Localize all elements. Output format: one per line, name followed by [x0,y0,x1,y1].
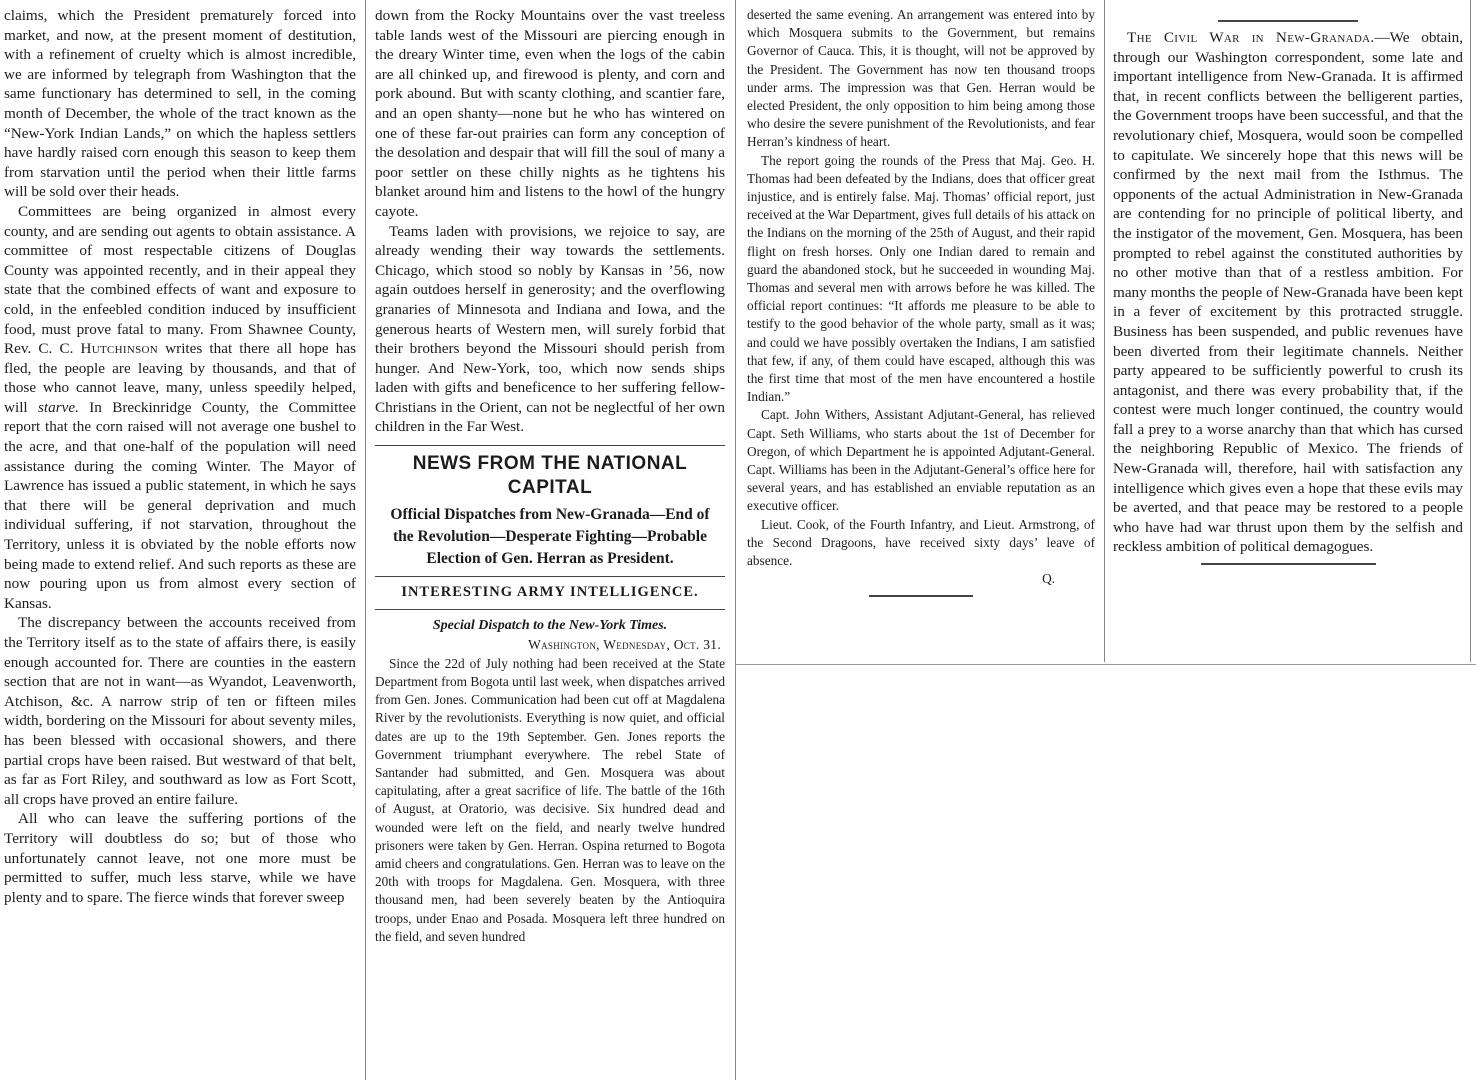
col1-p2-name: Hutchinson [80,340,159,358]
section-rule [375,445,725,446]
col1-paragraph-3: The discrepancy between the accounts received from the Territory itself as to the state of affairs there, is easily enough accounted for. There are counties in the eastern section that are not in want—as Wyandot, Leavenworth, Atchison, &c. A narrow strip of ten or fifteen miles width, bordering on the Missouri for about seventy miles, has been blessed with occasional showers, and there partial crops have been raised. But westward of that belt, as far as Fort Riley, and southward as low as Fort Scott, all crops have proved an entire failure. [4,614,356,808]
subhead-rule [375,609,725,610]
article-title: The Civil War in New-Granada. [1127,29,1375,46]
col3-paragraph-1: deserted the same evening. An arrangement was entered into by which Mosquera submits to the Government, but remains Governor of Cauca. This, it is thought, will not be approved by the President. The Government has now ten thousand troops under arms. The impression was that Gen. Herran would be elected President, the only opposition to him being among those who desire the severe punishment of the Revolutionists, and fear Herran’s kindness of heart. [747,7,1095,150]
col4-paragraph-1 [1113,28,1463,557]
column-divider-2 [735,0,736,1080]
article-column-1 [4,6,356,1080]
headline: NEWS FROM THE NATIONAL CAPITAL [412,453,688,499]
column-divider-4 [1470,0,1471,662]
article-column-2 [375,6,725,1080]
col2-paragraph-2: Teams laden with provisions, we rejoice to say, are already wending their way towards the settlements. Chicago, which stood so nobly by Kansas in ’56, now again outdoes herself in generosity; and the overflowing granaries of Minnesota and Indiana and Iowa, and the generous hearts of Western men, will surely forbid that their brothers beyond the Missouri should perish from hunger. And New-York, too, which now sends ships laden with gifts and beneficence to her suffering fellow-Christians in the Orient, can not be neglectful of her own children in the Far West. [375,222,725,436]
dispatch-source: Special Dispatch to the New-York Times. [432,617,668,633]
column-divider-1 [365,0,366,1080]
col1-paragraph-4: All who can leave the suffering portions of the Territory will doubtless do so; but of those who unfortunately cannot leave, not one more must be permitted to suffer, much less starve, while we have plenty and to spare. The fierce winds that forever sweep [4,810,356,906]
column-divider-3 [1104,0,1105,662]
col3-paragraph-2: The report going the rounds of the Press that Maj. Geo. H. Thomas had been defeated by the Indians, does that officer great injustice, and is entirely false. Maj. Thomas’ official report, just received at the War Department, gives full details of his attack on the Indians on the morning of the 25th of August, and their rapid flight on fresh horses. Only one Indian dared to remain and guard the abandoned stock, but he succeeded in wounding Maj. Thomas and several men with arrows before he was killed. The official report continues: “It affords me pleasure to be able to testify to the good behavior of the whole party, small as it was; and could we have possibly overtaken the Indians, I am satisfied that few, if any, of them could have escaped, although this was the first time that most of the men have encountered a hostile Indian.” [747,152,1095,405]
article-column-3 [747,6,1095,660]
col2-paragraph-3: Since the 22d of July nothing had been received at the State Department from Bogota until last week, when dispatches arrived from Gen. Jones. Communication had been cut off at Magdalena River by the revolutionists. Everything is now quiet, and official dates are up to the 19th September. Gen. Jones reports the Government triumphant everywhere. The rebel State of Santander had submitted, and Gen. Mosquera was about capitulating, after a great sacrifice of life. The battle of the 16th of August, at Oratorio, was decisive. Six hundred dead and wounded were left on the field, and nearly twelve hundred prisoners were taken by Gen. Herran. Ospina returned to Bogota amid cheers and congratulations. Gen. Herran was to leave on the 20th with troops for Magdalena. Gen. Mosquera, with three thousand men, had been severely beaten by the Antioquira troops, under Enao and Posada. Mosquera left three hundred on the field, and seven hundred [375,655,725,944]
col1-p2-text-b: writes that there all hope has fled, the people are leaving by thousands, and that of those who cannot leave, many, unless speedily helped, will [4,340,356,416]
headline-deck: Official Dispatches from New-Granada—End of the Revolution—Desperate Fighting—Probable Election of Gen. Herran as President. [390,506,710,568]
signature: Q. [1042,571,1055,587]
article-column-4 [1113,6,1463,660]
col3-paragraph-4: Lieut. Cook, of the Fourth Infantry, and Lieut. Armstrong, of the Second Dragoons, have received sixty days’ leave of absence. [747,516,1095,569]
col3-paragraph-3: Capt. John Withers, Assistant Adjutant-General, has relieved Capt. Seth Williams, who starts about the 1st of December for Oregon, of which Department he is appointed Adjutant-General. Capt. Williams has been in the Adjutant-General’s office here for several years, and has established an enviable reputation as an executive officer. [747,407,1095,514]
col4-top-rule [1218,20,1358,22]
col1-p2-text-a: Committees are being organized in almost every county, and are sending out agents to obtain assistance. A committee of most respectable citizens of Douglas County was appointed recently, and in their appeal they state that the combined effects of want and exposure to cold, in the enfeebled condition induced by insufficient food, must prove fatal to many. From Shawnee County, Rev. C. C. [4,202,356,358]
deck-rule [375,576,725,577]
col2-paragraph-1: down from the Rocky Mountains over the vast treeless table lands west of the Missouri are piercing enough in the dreary Winter time, even when the logs of the cabin are all chinked up, and firewood is plenty, and corn and pork abound. But with scanty clothing, and scantier fare, and an open shanty—none but he who has wintered on one of these far-out prairies can form any conception of the desolation and despair that will fill the soul of many a poor settler on these chilly nights as he tightens his blanket around him and listens to the howl of the hungry cayote. [375,7,725,220]
col4-end-rule [1201,563,1376,565]
col4-body: —We obtain, through our Washington correspondent, some late and important intelligence from New-Granada. It is affirmed that, in recent conflicts between the belligerent parties, the Government troops have been successful, and that the revolutionary chief, Mosquera, would soon be compelled to capitulate. We sincerely hope that this news will be confirmed by the next mail from the Isthmus. The opponents of the actual Administration in New-Granada are contending for no principle of political liberty, and the instigator of the movement, Gen. Mosquera, has been prompted to rebel against the constituted authorities by no other motive than that of a restless ambition. For many months the people of New-Granada have been kept in a fever of excitement by this protracted struggle. Business has been suspended, and public revenues have been diverted from their legitimate channels. Neither party appeared to be sufficiently powerful to crush its antagonist, and there was every probability that, if the contest were much longer continued, the country would fall a prey to a worse anarchy than that which has cursed the neighboring Republic of Mexico. The friends of New-Granada will, therefore, hail with satisfaction any intelligence which gives even a hope that these evils may be averted, and that peace may be restored to a people who have had war thrust upon them by the selfish and reckless ambition of political demagogues. [1113,29,1463,556]
subheadline: INTERESTING ARMY INTELLIGENCE. [401,584,699,601]
col3-end-rule [869,595,973,597]
dateline: Washington, Wednesday, Oct. 31. [528,637,721,653]
col1-paragraph-2 [4,202,356,613]
col1-paragraph-1: claims, which the President prematurely forced into market, and now, at the present moment of destitution, with a refinement of cruelty which is almost incredible, we are informed by telegraph from Washington that the same functionary has determined to sell, in the coming month of December, the whole of the tract known as the “New-York Indian Lands,” on which the hapless settlers have hardly raised corn enough this season to keep them from starvation until the period when their little farms will be sold over their heads. [4,7,356,201]
clipping-bottom-edge [735,664,1476,665]
col1-p2-text-c: In Breckinridge County, the Committee report that the corn raised will not average one bushel to the acre, and that one-half of the population will need assistance during the coming Winter. The Mayor of Lawrence has issued a public statement, in which he says that there will be general deprivation and much individual suffering, if not starvation, throughout the Territory, unless it is obviated by the noble efforts now being made to extend relief. And such reports as these are now pouring upon us from almost every section of Kansas. [4,398,356,612]
col1-p2-emphasis: starve. [37,398,79,416]
